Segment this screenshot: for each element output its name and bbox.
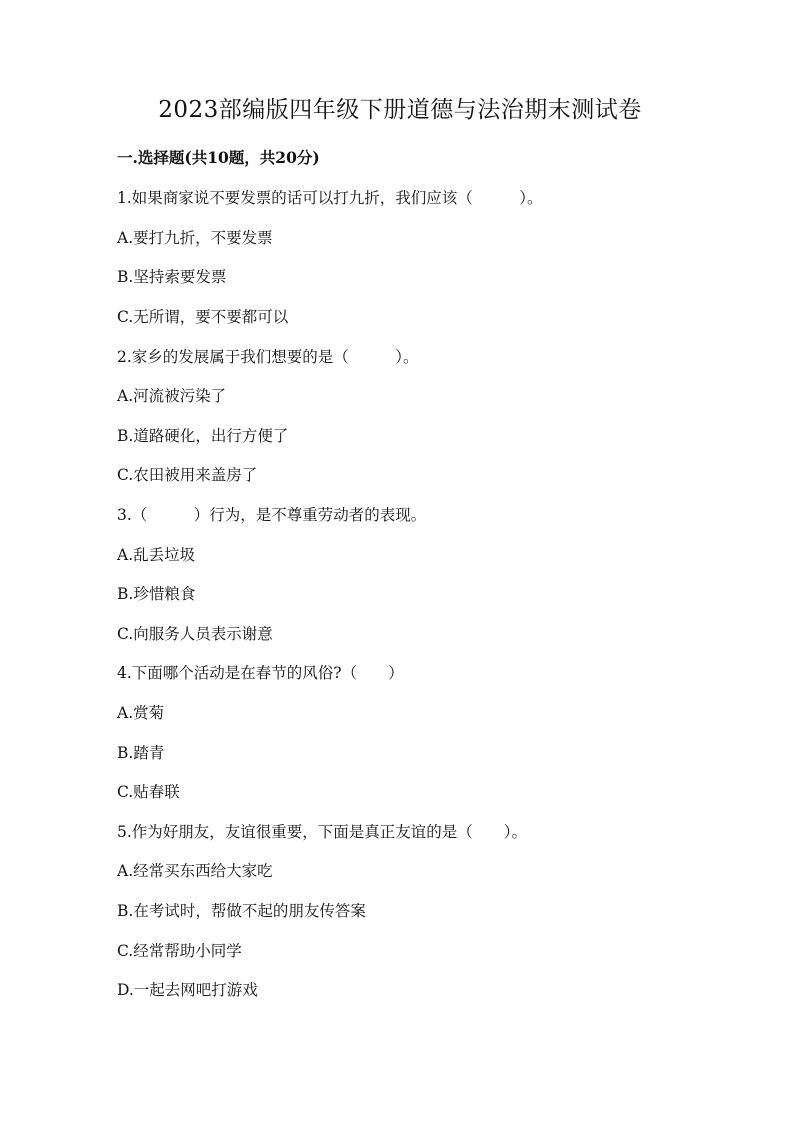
question-5-option-d: D.一起去网吧打游戏 <box>117 981 258 999</box>
question-4-option-a: A.赏菊 <box>117 704 165 722</box>
question-4-stem: 4.下面哪个活动是在春节的风俗?（ ） <box>117 664 404 682</box>
question-1-option-c: C.无所谓，要不要都可以 <box>117 308 289 326</box>
question-2-option-c: C.农田被用来盖房了 <box>117 466 258 484</box>
question-2-stem: 2.家乡的发展属于我们想要的是（ ）。 <box>117 348 419 366</box>
question-5-stem: 5.作为好朋友，友谊很重要，下面是真正友谊的是（ ）。 <box>117 823 528 841</box>
question-5-option-b: B.在考试时，帮做不起的朋友传答案 <box>117 902 366 920</box>
exam-title: 2023部编版四年级下册道德与法治期末测试卷 <box>158 97 642 123</box>
question-4-option-b: B.踏青 <box>117 744 165 762</box>
question-2-option-a: A.河流被污染了 <box>117 387 227 405</box>
question-5-option-c: C.经常帮助小同学 <box>117 942 242 960</box>
question-3-option-a: A.乱丢垃圾 <box>117 546 196 564</box>
question-3-option-b: B.珍惜粮食 <box>117 585 196 603</box>
question-4-option-c: C.贴春联 <box>117 783 180 801</box>
question-1-option-b: B.坚持索要发票 <box>117 268 227 286</box>
question-3-stem: 3.（ ）行为，是不尊重劳动者的表现。 <box>117 506 427 524</box>
question-2-option-b: B.道路硬化，出行方便了 <box>117 427 289 445</box>
section-heading: 一.选择题(共10题，共20分) <box>117 148 320 167</box>
question-3-option-c: C.向服务人员表示谢意 <box>117 625 273 643</box>
question-1-option-a: A.要打九折，不要发票 <box>117 229 273 247</box>
question-1-stem: 1.如果商家说不要发票的话可以打九折，我们应该（ ）。 <box>117 189 543 207</box>
question-5-option-a: A.经常买东西给大家吃 <box>117 862 273 880</box>
